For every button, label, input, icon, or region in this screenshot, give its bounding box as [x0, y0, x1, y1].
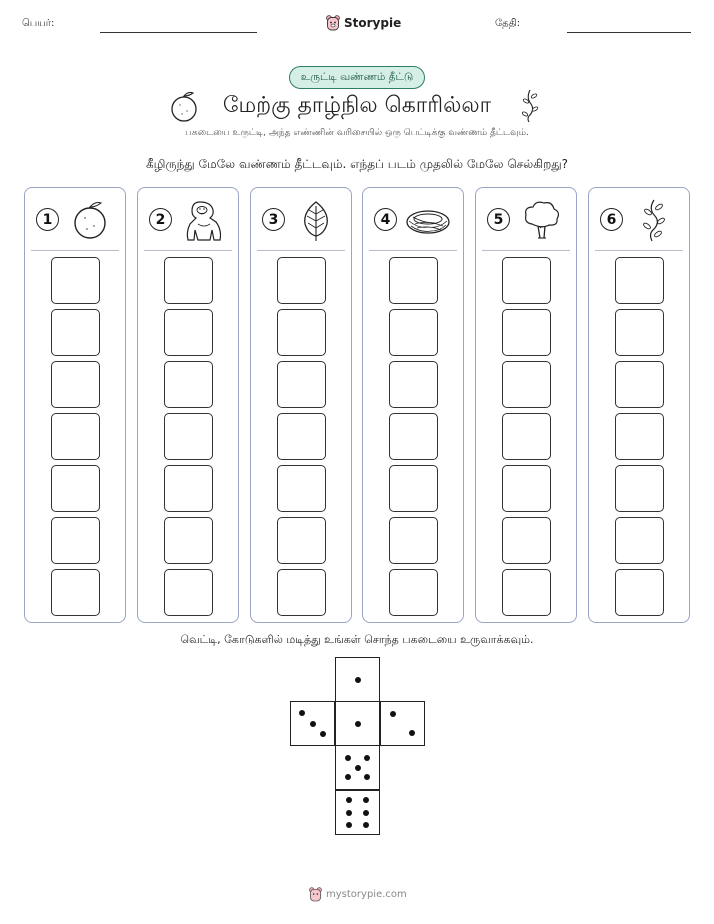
color-box[interactable]	[615, 569, 664, 616]
column-number: 1	[36, 208, 59, 231]
dice-face-1	[335, 701, 380, 746]
dice-pip	[299, 710, 305, 716]
bear-logo-icon	[309, 887, 322, 902]
color-box[interactable]	[277, 361, 326, 408]
column-header	[251, 188, 351, 250]
column-5	[475, 187, 577, 623]
nest-icon	[405, 198, 451, 242]
column-number: 3	[262, 208, 285, 231]
color-box[interactable]	[502, 465, 551, 512]
column-number: 4	[374, 208, 397, 231]
column-6	[588, 187, 690, 623]
dice-pip	[363, 810, 369, 816]
dice-face-6	[335, 790, 380, 835]
column-number: 6	[600, 208, 623, 231]
dice-pip	[355, 677, 361, 683]
color-box[interactable]	[277, 465, 326, 512]
dice-pip	[390, 711, 396, 717]
color-box[interactable]	[277, 569, 326, 616]
date-line	[567, 32, 691, 33]
vine-icon	[520, 88, 540, 124]
color-box[interactable]	[164, 569, 213, 616]
column-divider	[595, 250, 683, 251]
brand-logo	[326, 13, 401, 33]
column-header	[363, 188, 463, 250]
color-box[interactable]	[389, 413, 438, 460]
vine-icon	[631, 198, 677, 242]
column-number: 5	[487, 208, 510, 231]
question: கீழிருந்து மேலே வண்ணம் தீட்டவும். எந்தப் படம் முதலில் மேலே செல்கிறது?	[145, 157, 569, 171]
leaf-icon	[293, 198, 339, 242]
color-box[interactable]	[502, 309, 551, 356]
dice-pip	[355, 765, 361, 771]
column-header	[138, 188, 238, 250]
name-line	[100, 32, 257, 33]
dice-pip	[355, 721, 361, 727]
orange-icon	[67, 198, 113, 242]
dice-face-5	[335, 745, 380, 790]
color-box[interactable]	[389, 517, 438, 564]
date-label: தேதி:	[495, 18, 521, 29]
column-divider	[31, 250, 119, 251]
dice-pip	[364, 774, 370, 780]
color-box[interactable]	[615, 309, 664, 356]
color-box[interactable]	[51, 465, 100, 512]
color-box[interactable]	[615, 517, 664, 564]
color-box[interactable]	[389, 465, 438, 512]
column-header	[589, 188, 689, 250]
dice-pip	[345, 774, 351, 780]
column-1	[24, 187, 126, 623]
dice-pip	[346, 822, 352, 828]
color-box[interactable]	[164, 465, 213, 512]
brand-name: Storypie	[344, 16, 402, 30]
color-box[interactable]	[164, 517, 213, 564]
column-number: 2	[149, 208, 172, 231]
column-divider	[257, 250, 345, 251]
color-box[interactable]	[502, 361, 551, 408]
color-box[interactable]	[277, 309, 326, 356]
color-box[interactable]	[502, 257, 551, 304]
dice-pip	[363, 797, 369, 803]
color-box[interactable]	[51, 517, 100, 564]
dice-instruction: வெட்டி, கோடுகளில் மடித்து உங்கள் சொந்த பகடையை உருவாக்கவும்.	[180, 633, 534, 646]
column-header	[25, 188, 125, 250]
color-box[interactable]	[615, 465, 664, 512]
gorilla-icon	[180, 198, 226, 242]
page-title: மேற்கு தாழ்நில கொரில்லா	[222, 93, 492, 118]
dice-pip	[346, 797, 352, 803]
column-3	[250, 187, 352, 623]
subtitle: பகடையை உருட்டி, அந்த எண்ணின் வரிசையில் ஒரு பெட்டிக்கு வண்ணம் தீட்டவும்.	[185, 128, 529, 138]
footer	[309, 884, 407, 904]
color-box[interactable]	[615, 361, 664, 408]
color-box[interactable]	[502, 517, 551, 564]
color-box[interactable]	[615, 413, 664, 460]
column-divider	[369, 250, 457, 251]
color-box[interactable]	[164, 309, 213, 356]
column-4	[362, 187, 464, 623]
color-box[interactable]	[389, 309, 438, 356]
color-box[interactable]	[164, 361, 213, 408]
dice-face-3	[290, 701, 335, 746]
name-label: பெயர்:	[22, 18, 55, 29]
color-box[interactable]	[51, 413, 100, 460]
color-box[interactable]	[277, 413, 326, 460]
column-header	[476, 188, 576, 250]
dice-pip	[320, 731, 326, 737]
footer-url: mystorypie.com	[326, 888, 407, 900]
color-box[interactable]	[277, 517, 326, 564]
dice-face-1	[335, 657, 380, 702]
color-box[interactable]	[389, 257, 438, 304]
dice-pip	[346, 810, 352, 816]
color-box[interactable]	[615, 257, 664, 304]
color-box[interactable]	[164, 257, 213, 304]
dice-pip	[364, 755, 370, 761]
color-box[interactable]	[502, 413, 551, 460]
dice-pip	[310, 721, 316, 727]
dice-pip	[363, 822, 369, 828]
color-box[interactable]	[389, 361, 438, 408]
color-box[interactable]	[51, 361, 100, 408]
color-box[interactable]	[164, 413, 213, 460]
activity-tag: உருட்டி வண்ணம் தீட்டு	[289, 66, 425, 89]
color-box[interactable]	[51, 569, 100, 616]
tree-icon	[518, 198, 564, 242]
dice-pip	[345, 755, 351, 761]
color-box[interactable]	[51, 257, 100, 304]
color-box[interactable]	[502, 569, 551, 616]
color-box[interactable]	[277, 257, 326, 304]
column-2	[137, 187, 239, 623]
bear-logo-icon	[326, 15, 340, 31]
column-divider	[144, 250, 232, 251]
dice-face-2	[380, 701, 425, 746]
color-box[interactable]	[51, 309, 100, 356]
dice-pip	[409, 730, 415, 736]
color-box[interactable]	[389, 569, 438, 616]
column-divider	[482, 250, 570, 251]
